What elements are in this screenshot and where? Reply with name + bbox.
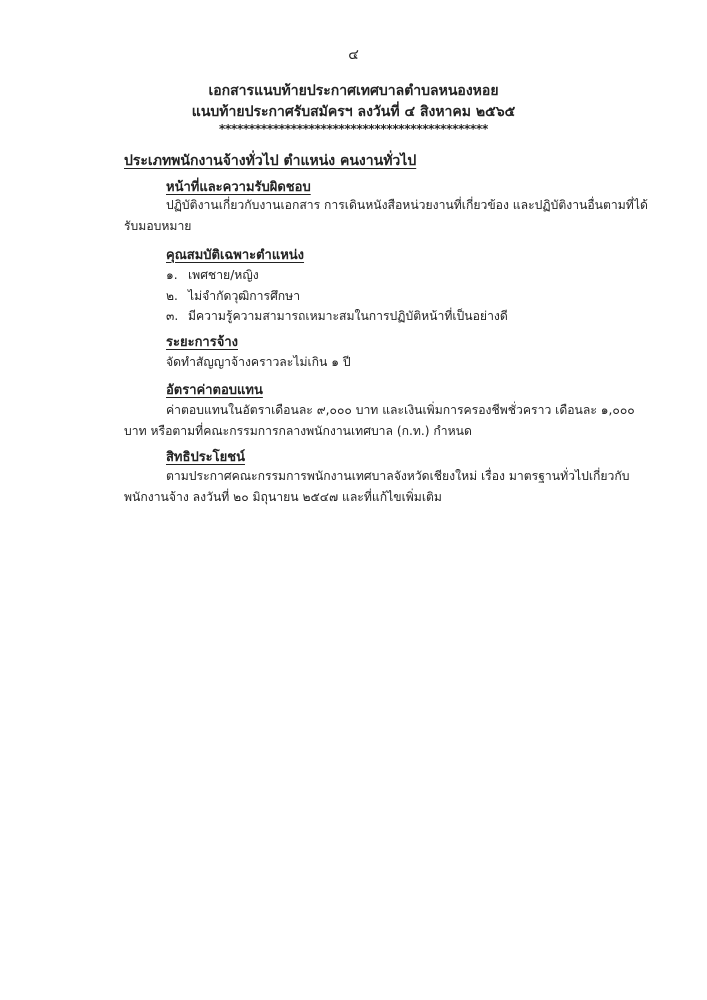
item-number: ๒. [166,289,178,303]
document-title: เอกสารแนบท้ายประกาศเทศบาลตำบลหนองหอย [208,83,499,99]
benefits-text: ตามประกาศคณะกรรมการพนักงานเทศบาลจังหวัดเชียงใหม่ เรื่อง มาตรฐานทั่วไปเกี่ยวกับพนักงานจ้าง ลงวันที่ ๒๐ มิถุนายน ๒๕๔๗ และที่แก้ไขเพิ่มเติม [124,469,630,504]
duties-text: ปฏิบัติงานเกี่ยวกับงานเอกสาร การเดินหนังสือหน่วยงานที่เกี่ยวข้อง และปฏิบัติงานอื่นตามที่ได้รับมอบหมาย [124,198,648,233]
item-text: ไม่จำกัดวุฒิการศึกษา [188,289,301,303]
document-subtitle: แนบท้ายประกาศรับสมัครฯ ลงวันที่ ๔ สิงหาคม ๒๕๖๕ [191,104,516,120]
item-number: ๓. [166,309,179,323]
duties-heading: หน้าที่และความรับผิดชอบ [166,180,311,195]
term-heading: ระยะการจ้าง [166,335,238,350]
qualifications-heading: คุณสมบัติเฉพาะตำแหน่ง [166,248,305,263]
divider-line: ********************************************* [219,122,488,136]
item-number: ๑. [166,268,178,282]
term-text: จัดทำสัญญาจ้างคราวละไม่เกิน ๑ ปี [166,355,351,369]
compensation-text: ค่าตอบแทนในอัตราเดือนละ ๙,๐๐๐ บาท และเงินเพิ่มการครองชีพชั่วคราว เดือนละ ๑,๐๐๐ บาท หรือตามที่คณะกรรมการกลางพนักงานเทศบาล (ก.ท.) กำหนด [124,403,635,438]
item-text: เพศชาย/หญิง [188,268,259,282]
benefits-heading: สิทธิประโยชน์ [166,450,245,465]
qualification-item [166,307,508,326]
compensation-heading: อัตราค่าตอบแทน [166,383,263,398]
position-heading: ประเภทพนักงานจ้างทั่วไป ตำแหน่ง คนงานทั่วไป [124,153,417,169]
item-text: มีความรู้ความสามารถเหมาะสมในการปฏิบัติหน้าที่เป็นอย่างดี [188,309,508,323]
qualification-item [166,287,300,306]
qualification-item [166,266,259,285]
page-number: ๔ [348,47,359,63]
